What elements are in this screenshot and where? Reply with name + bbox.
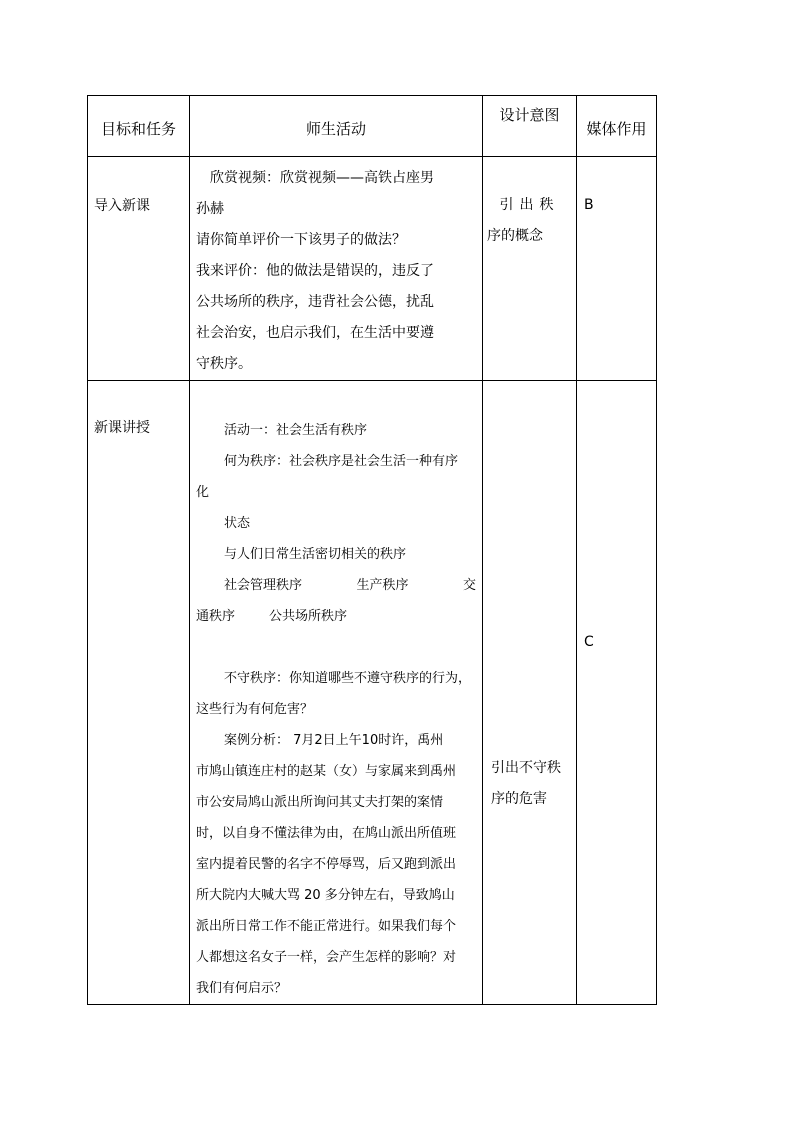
media-value: C xyxy=(584,634,594,650)
table-row xyxy=(88,381,657,1005)
header-activity-cell xyxy=(190,96,483,157)
activity-line: 欣赏视频：欣赏视频——高铁占座男 xyxy=(210,170,434,186)
order-item: 公共场所秩序 xyxy=(269,609,348,624)
activity-line: 请你简单评价一下该男子的做法？ xyxy=(196,232,406,248)
intent-line: 序的危害 xyxy=(491,791,547,807)
activity-line xyxy=(196,601,476,632)
header-goal-cell xyxy=(88,96,190,157)
activity-line: 所大院内大喊大骂 20 多分钟左右，导致鸠山 xyxy=(196,888,455,903)
media-cell xyxy=(577,381,657,1005)
table-header-row xyxy=(88,96,657,157)
activity-line: 我们有何启示？ xyxy=(196,981,288,996)
activity-line: 与人们日常生活密切相关的秩序 xyxy=(224,547,407,562)
activity-line: 案例分析： 7月2日上午10时许，禹州 xyxy=(224,733,444,748)
spacer xyxy=(196,632,476,663)
order-item: 通秩序 xyxy=(196,609,236,624)
activity-line: 室内提着民警的名字不停辱骂，后又跑到派出 xyxy=(196,857,457,872)
header-media-cell xyxy=(577,96,657,157)
goal-cell xyxy=(88,381,190,1005)
media-value: B xyxy=(584,197,594,213)
intent-cell xyxy=(483,381,577,1005)
activity-line: 状态 xyxy=(224,516,251,531)
activity-line: 社会治安，也启示我们，在生活中要遵 xyxy=(196,325,434,341)
activity-line: 这些行为有何危害？ xyxy=(196,702,314,717)
header-intent-cell xyxy=(483,96,577,157)
intent-line: 引出秩 xyxy=(499,197,560,213)
order-item: 生产秩序 xyxy=(356,578,409,593)
header-activity: 师生活动 xyxy=(305,120,366,138)
table-row xyxy=(88,157,657,381)
activity-line: 派出所日常工作不能正常进行。如果我们每个 xyxy=(196,919,457,934)
activity-line: 守秩序。 xyxy=(196,356,252,372)
activity-line: 市公安局鸠山派出所询问其丈夫打架的案情 xyxy=(196,795,444,810)
header-intent: 设计意图 xyxy=(499,106,560,124)
activity-line xyxy=(196,570,476,601)
activity-cell xyxy=(190,157,483,381)
order-item: 交 xyxy=(462,578,476,593)
activity-line: 时，以自身不懂法律为由，在鸠山派出所值班 xyxy=(196,826,457,841)
goal-cell xyxy=(88,157,190,381)
activity-line: 公共场所的秩序，违背社会公德，扰乱 xyxy=(196,294,434,310)
intent-cell xyxy=(483,157,577,381)
activity-line: 人都想这名女子一样，会产生怎样的影响？对 xyxy=(196,950,457,965)
goal-label: 新课讲授 xyxy=(94,420,150,436)
activity-cell xyxy=(190,381,483,1005)
intent-text xyxy=(487,381,572,815)
intent-text xyxy=(487,157,572,252)
intent-line: 序的概念 xyxy=(487,228,543,244)
goal-label: 导入新课 xyxy=(94,198,150,214)
activity-line: 市鸠山镇连庄村的赵某（女）与家属来到禹州 xyxy=(196,764,457,779)
activity-line: 不守秩序：你知道哪些不遵守秩序的行为， xyxy=(224,671,472,686)
lesson-plan-table xyxy=(87,95,657,1005)
activity-line: 化 xyxy=(196,485,210,500)
header-media: 媒体作用 xyxy=(586,120,647,138)
activity-line: 何为秩序：社会秩序是社会生活一种有序 xyxy=(224,454,459,469)
header-goal: 目标和任务 xyxy=(100,120,176,138)
activity-line: 我来评价：他的做法是错误的，违反了 xyxy=(196,263,434,279)
order-item: 社会管理秩序 xyxy=(224,578,303,593)
activity-line: 活动一：社会生活有秩序 xyxy=(224,423,368,438)
media-cell xyxy=(577,157,657,381)
intent-line: 引出不守秩 xyxy=(491,760,561,776)
activity-line: 孙赫 xyxy=(196,201,224,217)
